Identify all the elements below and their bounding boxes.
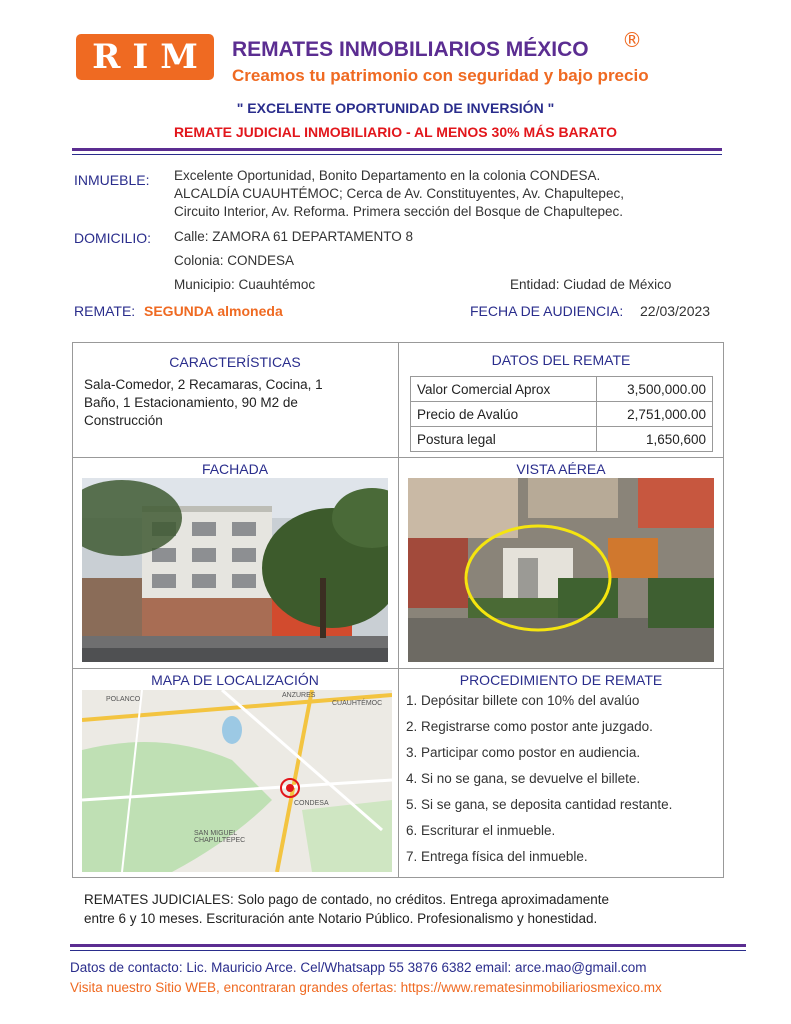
list-item: 1. Depósitar billete con 10% del avalúo xyxy=(406,693,640,708)
remate-value: SEGUNDA almoneda xyxy=(144,303,283,319)
inmueble-line-1: Excelente Oportunidad, Bonito Departamento en la colonia CONDESA. xyxy=(174,168,601,183)
map-label-anzures: ANZURES xyxy=(282,692,316,699)
postura-legal-value: 1,650,600 xyxy=(596,427,712,452)
domicilio-colonia: Colonia: CONDESA xyxy=(174,253,295,268)
valor-comercial-label: Valor Comercial Aprox xyxy=(411,377,597,402)
website-link[interactable]: Visita nuestro Sitio WEB, encontraran grandes ofertas: https://www.rematesinmobiliariosmexico.mx xyxy=(70,980,662,995)
list-item: 6. Escriturar el inmueble. xyxy=(406,823,556,838)
tagline: Creamos tu patrimonio con seguridad y bajo precio xyxy=(232,66,649,85)
mapa-title: MAPA DE LOCALIZACIÓN xyxy=(151,672,319,688)
footer-note xyxy=(84,890,724,928)
valor-comercial-value: 3,500,000.00 xyxy=(596,377,712,402)
datos-remate-table xyxy=(410,376,713,452)
postura-legal-label: Postura legal xyxy=(411,427,597,452)
table-row xyxy=(411,402,713,427)
list-item: 7. Entrega física del inmueble. xyxy=(406,849,588,864)
brand-name: REMATES INMOBILIARIOS MÉXICO xyxy=(232,38,589,61)
remate-label: REMATE: xyxy=(74,303,136,319)
domicilio-calle: Calle: ZAMORA 61 DEPARTAMENTO 8 xyxy=(174,229,414,244)
footer-note-line-2: entre 6 y 10 meses. Escrituración ante Notario Público. Profesionalismo y honestidad. xyxy=(84,911,598,926)
divider-top xyxy=(72,148,722,151)
audiencia-label: FECHA DE AUDIENCIA: xyxy=(470,303,624,319)
list-item: 2. Registrarse como postor ante juzgado. xyxy=(406,719,653,734)
table-row xyxy=(411,377,713,402)
mapa-image xyxy=(82,690,392,872)
caracteristicas-line-3: Construcción xyxy=(84,413,163,428)
map-label-cuauhtemoc: CUAUHTÉMOC xyxy=(332,700,383,707)
map-label-san-miguel: SAN MIGUEL CHAPULTEPEC xyxy=(194,830,246,844)
caracteristicas-line-1: Sala-Comedor, 2 Recamaras, Cocina, 1 xyxy=(84,377,323,392)
caracteristicas-title: CARACTERÍSTICAS xyxy=(169,354,301,370)
procedimiento-title: PROCEDIMIENTO DE REMATE xyxy=(459,672,663,688)
divider-bottom xyxy=(70,944,746,947)
table-row xyxy=(411,427,713,452)
grid-row-divider-1 xyxy=(73,457,723,458)
fachada-title: FACHADA xyxy=(201,461,269,477)
headline-judicial: REMATE JUDICIAL INMOBILIARIO - AL MENOS 30% MÁS BARATO xyxy=(173,124,618,140)
grid-row-divider-2 xyxy=(73,668,723,669)
domicilio-label: DOMICILIO: xyxy=(74,230,152,246)
domicilio-entidad: Entidad: Ciudad de México xyxy=(510,277,672,292)
registered-mark: ® xyxy=(622,28,642,52)
footer-note-line-1: REMATES JUDICIALES: Solo pago de contado, no créditos. Entrega aproximadamente xyxy=(84,892,610,907)
map-label-polanco: POLANCO xyxy=(106,696,141,703)
vista-aerea-photo xyxy=(408,478,714,662)
procedimiento-list xyxy=(406,692,718,874)
precio-avaluo-label: Precio de Avalúo xyxy=(411,402,597,427)
divider-top-thin xyxy=(72,154,722,155)
inmueble-label: INMUEBLE: xyxy=(74,172,150,188)
fachada-photo xyxy=(82,478,388,662)
audiencia-value: 22/03/2023 xyxy=(640,303,711,319)
list-item: 4. Si no se gana, se devuelve el billete. xyxy=(406,771,641,786)
logo: RIM xyxy=(76,34,214,80)
datos-remate-title: DATOS DEL REMATE xyxy=(491,352,631,368)
inmueble-line-3: Circuito Interior, Av. Reforma. Primera sección del Bosque de Chapultepec. xyxy=(174,204,623,219)
map-label-condesa: CONDESA xyxy=(294,800,329,807)
caracteristicas-line-2: Baño, 1 Estacionamiento, 90 M2 de xyxy=(84,395,298,410)
inmueble-line-2: ALCALDÍA CUAUHTÉMOC; Cerca de Av. Constituyentes, Av. Chapultepec, xyxy=(174,186,624,201)
precio-avaluo-value: 2,751,000.00 xyxy=(596,402,712,427)
headline-opportunity: " EXCELENTE OPORTUNIDAD DE INVERSIÓN " xyxy=(236,100,555,116)
list-item: 3. Participar como postor en audiencia. xyxy=(406,745,641,760)
contact-info: Datos de contacto: Lic. Mauricio Arce. Cel/Whatsapp 55 3876 6382 email: arce.mao@gmail.com xyxy=(70,960,647,975)
divider-bottom-thin xyxy=(70,950,746,951)
vista-aerea-title: VISTA AÉREA xyxy=(516,461,606,477)
list-item: 5. Si se gana, se deposita cantidad restante. xyxy=(406,797,673,812)
grid-vertical-divider xyxy=(398,343,399,877)
domicilio-municipio: Municipio: Cuauhtémoc xyxy=(174,277,316,292)
